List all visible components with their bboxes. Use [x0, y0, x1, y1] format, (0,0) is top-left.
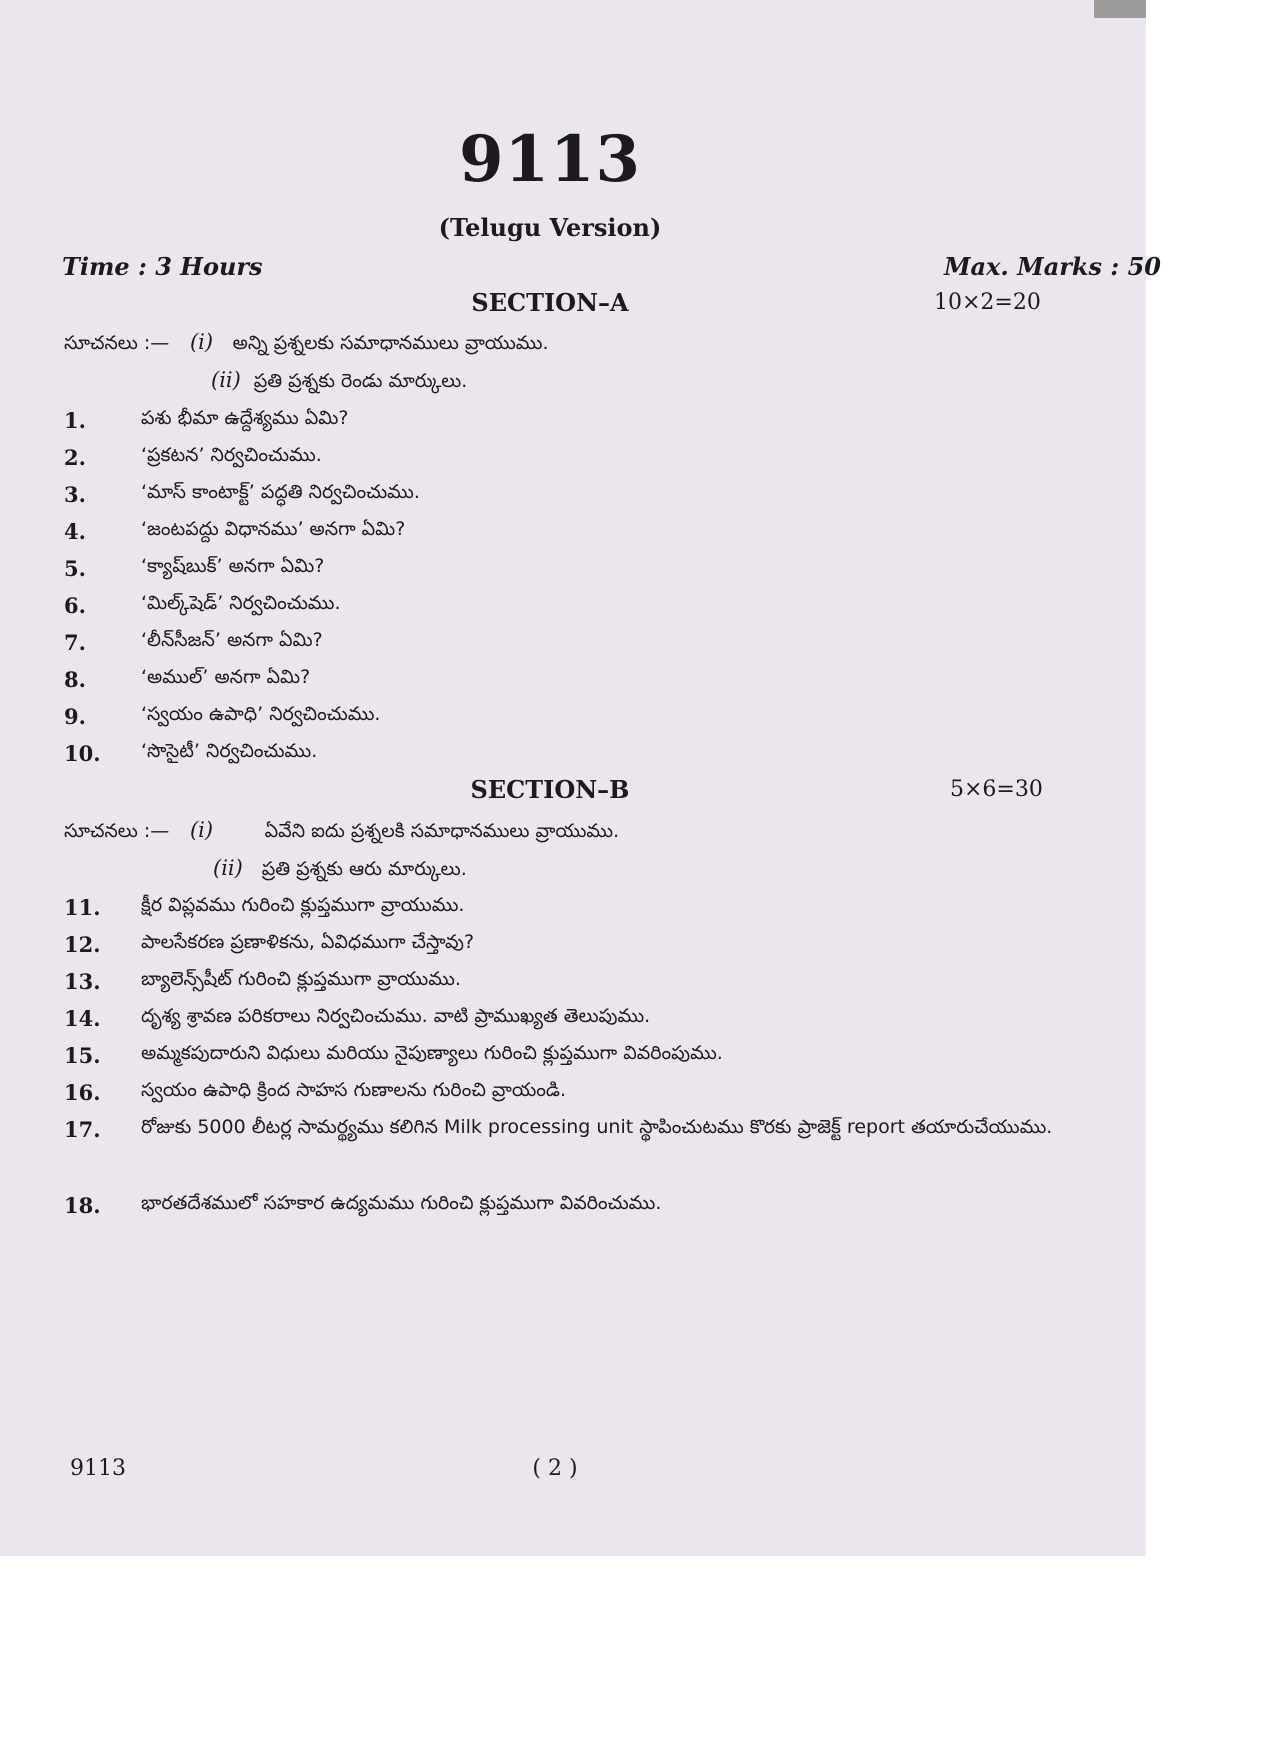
question-number: 16. [64, 1080, 101, 1105]
section-b-marks: 5×6=30 [950, 777, 1043, 802]
question-text: ‘ప్రకటన’ నిర్వచించుము. [141, 444, 322, 466]
question-number: 11. [64, 895, 101, 920]
question-text: ‘జంటపద్దు విధానము’ అనగా ఏమి? [141, 518, 406, 540]
instruction-text: ఏవేని ఐదు ప్రశ్నలకి సమాధానములు వ్రాయుము. [264, 820, 620, 842]
question-number: 14. [64, 1006, 101, 1031]
question-text: పశు భీమా ఉద్దేశ్యము ఏమి? [141, 407, 349, 429]
instructions-label: సూచనలు :— [64, 820, 170, 842]
question-number: 8. [64, 667, 86, 692]
question-text: పాలసేకరణ ప్రణాళికను, ఏవిధముగా చేస్తావు? [141, 931, 475, 953]
question-text: దృశ్య శ్రావణ పరికరాలు నిర్వచించుము. వాటి ప్రాముఖ్యత తెలుపుము. [141, 1005, 651, 1027]
question-number: 3. [64, 482, 86, 507]
max-marks: Max. Marks : 50 [943, 252, 1161, 281]
question-text: అమ్మకపుదారుని విధులు మరియు నైపుణ్యాలు గురించి క్లుప్తముగా వివరింపుము. [141, 1042, 723, 1064]
section-b-instruction-1 [64, 818, 619, 847]
question-number: 12. [64, 932, 101, 957]
question-number: 10. [64, 741, 101, 766]
question-text: రోజుకు 5000 లీటర్ల సామర్థ్యము కలిగిన Milk processing unit స్థాపించుటము కొరకు ప్రాజెక్ట్ report తయారుచేయుము. [141, 1116, 1053, 1138]
question-number: 5. [64, 556, 86, 581]
section-b-title: SECTION–B [470, 775, 630, 804]
question-number: 2. [64, 445, 86, 470]
question-text: ‘స్వయం ఉపాధి’ నిర్వచించుము. [141, 703, 381, 725]
question-number: 9. [64, 704, 86, 729]
instruction-numeral: (ii) [213, 856, 243, 880]
question-number: 4. [64, 519, 86, 544]
question-number: 1. [64, 408, 86, 433]
question-text: ‘అముల్’ అనగా ఏమి? [141, 666, 311, 688]
question-text: బ్యాలెన్స్‌షీట్ గురించి క్లుప్తముగా వ్రాయుము. [141, 968, 461, 990]
question-number: 13. [64, 969, 101, 994]
paper-version: (Telugu Version) [438, 213, 662, 242]
question-number: 7. [64, 630, 86, 655]
instruction-text: ప్రతి ప్రశ్నకు ఆరు మార్కులు. [261, 858, 467, 880]
footer-paper-code: 9113 [70, 1456, 126, 1481]
paper-code: 9113 [458, 122, 642, 197]
section-b-instruction-2 [213, 856, 467, 885]
section-a-instruction-2 [211, 368, 467, 397]
page-number: ( 2 ) [532, 1456, 578, 1481]
section-a-title: SECTION–A [471, 288, 629, 317]
question-text: క్షీర విప్లవము గురించి క్లుప్తముగా వ్రాయుము. [141, 894, 465, 916]
question-text: భారతదేశములో సహకార ఉద్యమము గురించి క్లుప్తముగా వివరించుము. [141, 1192, 662, 1214]
section-a-instruction-1 [64, 330, 549, 359]
question-text: ‘సొసైటీ’ నిర్వచించుము. [141, 740, 318, 762]
section-a-marks: 10×2=20 [934, 290, 1041, 315]
question-text: ‘లీన్‌సీజన్’ అనగా ఏమి? [141, 629, 323, 651]
scan-edge-mark [1094, 0, 1146, 18]
question-text: ‘క్యాష్‌బుక్’ అనగా ఏమి? [141, 555, 325, 577]
instructions-label: సూచనలు :— [64, 332, 170, 354]
question-text: ‘మిల్క్‌షెడ్’ నిర్వచించుము. [141, 592, 341, 614]
question-number: 15. [64, 1043, 101, 1068]
time-allowed: Time : 3 Hours [62, 252, 263, 281]
question-text: ‘మాస్ కాంటాక్ట్’ పద్ధతి నిర్వచించుము. [141, 481, 420, 503]
instruction-text: అన్ని ప్రశ్నలకు సమాధానములు వ్రాయుము. [232, 332, 549, 354]
question-number: 17. [64, 1117, 101, 1142]
question-number: 6. [64, 593, 86, 618]
question-text: స్వయం ఉపాధి క్రింద సాహస గుణాలను గురించి వ్రాయండి. [141, 1079, 566, 1101]
instruction-numeral: (i) [189, 330, 214, 354]
question-number: 18. [64, 1193, 101, 1218]
instruction-numeral: (ii) [211, 368, 241, 392]
instruction-numeral: (i) [189, 818, 214, 842]
instruction-text: ప్రతి ప్రశ్నకు రెండు మార్కులు. [253, 370, 468, 392]
